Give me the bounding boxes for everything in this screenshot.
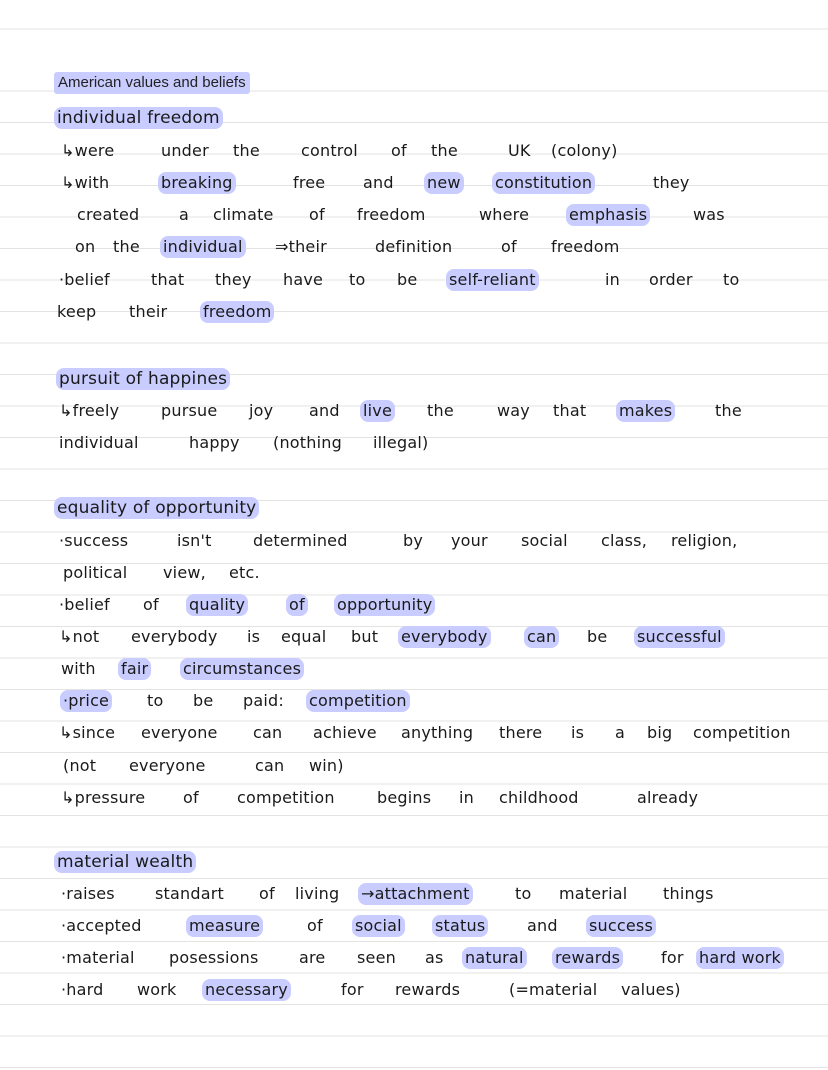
word: but bbox=[351, 627, 379, 646]
word: and bbox=[363, 173, 394, 192]
page-title: American values and beliefs bbox=[54, 72, 250, 94]
word: necessary bbox=[202, 979, 291, 1001]
word: ·belief bbox=[59, 270, 110, 289]
word: of bbox=[286, 594, 308, 616]
heading-line bbox=[0, 493, 828, 525]
word: to bbox=[515, 884, 532, 903]
word: ↳pressure bbox=[61, 788, 146, 807]
word: and bbox=[527, 916, 558, 935]
word: in bbox=[459, 788, 474, 807]
note-line bbox=[0, 526, 828, 558]
word: breaking bbox=[158, 172, 236, 194]
word: they bbox=[653, 173, 690, 192]
word: circumstances bbox=[180, 658, 304, 680]
note-line bbox=[0, 200, 828, 232]
note-line bbox=[0, 654, 828, 686]
note-line bbox=[0, 975, 828, 1007]
word: class, bbox=[601, 531, 648, 550]
word: ·success bbox=[59, 531, 129, 550]
word: of bbox=[391, 141, 407, 160]
word: joy bbox=[249, 401, 274, 420]
word: (nothing bbox=[273, 433, 342, 452]
word: competition bbox=[693, 723, 791, 742]
word: the bbox=[431, 141, 458, 160]
heading-line bbox=[0, 847, 828, 879]
word: be bbox=[587, 627, 608, 646]
word: living bbox=[295, 884, 340, 903]
note-line bbox=[0, 428, 828, 460]
word: individual bbox=[160, 236, 246, 258]
word: are bbox=[299, 948, 326, 967]
word: ·raises bbox=[61, 884, 115, 903]
word: pursue bbox=[161, 401, 218, 420]
word: under bbox=[161, 141, 209, 160]
word: everybody bbox=[131, 627, 218, 646]
word: etc. bbox=[229, 563, 260, 582]
word: fair bbox=[118, 658, 151, 680]
note-line bbox=[0, 751, 828, 783]
heading-line bbox=[0, 364, 828, 396]
word: their bbox=[129, 302, 168, 321]
word: (not bbox=[63, 756, 97, 775]
word: individual bbox=[59, 433, 139, 452]
section-heading: individual freedom bbox=[54, 107, 223, 129]
word: (=material bbox=[509, 980, 598, 999]
word: your bbox=[451, 531, 488, 550]
word: of bbox=[501, 237, 517, 256]
word: ↳freely bbox=[59, 401, 120, 420]
word: a bbox=[179, 205, 190, 224]
section-heading: material wealth bbox=[54, 851, 196, 873]
word: values) bbox=[621, 980, 681, 999]
word: everyone bbox=[141, 723, 218, 742]
word: on bbox=[75, 237, 96, 256]
word: as bbox=[425, 948, 444, 967]
note-line bbox=[0, 943, 828, 975]
word: hard work bbox=[696, 947, 784, 969]
note-line bbox=[0, 911, 828, 943]
word: material bbox=[559, 884, 628, 903]
word: social bbox=[521, 531, 568, 550]
word: freedom bbox=[357, 205, 426, 224]
word: happy bbox=[189, 433, 240, 452]
word: competition bbox=[237, 788, 335, 807]
word: everybody bbox=[398, 626, 491, 648]
word: anything bbox=[401, 723, 474, 742]
word: ↳were bbox=[61, 141, 115, 160]
word: control bbox=[301, 141, 358, 160]
word: self-reliant bbox=[446, 269, 539, 291]
word: isn't bbox=[177, 531, 212, 550]
word: can bbox=[253, 723, 283, 742]
word: of bbox=[143, 595, 159, 614]
word: standart bbox=[155, 884, 224, 903]
word: can bbox=[524, 626, 559, 648]
word: quality bbox=[186, 594, 248, 616]
note-line bbox=[0, 136, 828, 168]
word: social bbox=[352, 915, 405, 937]
word: by bbox=[403, 531, 424, 550]
word: the bbox=[233, 141, 260, 160]
word: ⇒their bbox=[275, 237, 327, 256]
word: successful bbox=[634, 626, 725, 648]
word: for bbox=[661, 948, 684, 967]
word: there bbox=[499, 723, 543, 742]
note-line bbox=[0, 232, 828, 264]
word: paid: bbox=[243, 691, 284, 710]
word: new bbox=[424, 172, 464, 194]
word: political bbox=[63, 563, 128, 582]
word: opportunity bbox=[334, 594, 435, 616]
word: live bbox=[360, 400, 395, 422]
word: determined bbox=[253, 531, 348, 550]
word: rewards bbox=[395, 980, 461, 999]
word: of bbox=[307, 916, 323, 935]
note-line bbox=[0, 265, 828, 297]
word: childhood bbox=[499, 788, 579, 807]
word: where bbox=[479, 205, 530, 224]
word: be bbox=[193, 691, 214, 710]
word: have bbox=[283, 270, 324, 289]
note-line bbox=[0, 783, 828, 815]
word: the bbox=[715, 401, 742, 420]
word: ·material bbox=[61, 948, 135, 967]
word: makes bbox=[616, 400, 675, 422]
word: big bbox=[647, 723, 673, 742]
note-line bbox=[0, 879, 828, 911]
word: to bbox=[723, 270, 740, 289]
word: they bbox=[215, 270, 252, 289]
word: UK bbox=[508, 141, 531, 160]
word: free bbox=[293, 173, 326, 192]
word: religion, bbox=[671, 531, 738, 550]
word: success bbox=[586, 915, 656, 937]
word: rewards bbox=[552, 947, 623, 969]
word: already bbox=[637, 788, 699, 807]
word: of bbox=[259, 884, 275, 903]
word: ↳since bbox=[59, 723, 116, 742]
word: order bbox=[649, 270, 693, 289]
word: equal bbox=[281, 627, 327, 646]
note-line bbox=[0, 622, 828, 654]
word: things bbox=[663, 884, 714, 903]
word: and bbox=[309, 401, 340, 420]
word: achieve bbox=[313, 723, 377, 742]
word: the bbox=[113, 237, 140, 256]
word: competition bbox=[306, 690, 410, 712]
word: the bbox=[427, 401, 454, 420]
word: status bbox=[432, 915, 488, 937]
word: created bbox=[77, 205, 140, 224]
word: in bbox=[605, 270, 620, 289]
note-line bbox=[0, 590, 828, 622]
word: was bbox=[693, 205, 725, 224]
word: ↳with bbox=[61, 173, 110, 192]
word: work bbox=[137, 980, 177, 999]
section-heading: equality of opportunity bbox=[54, 497, 259, 519]
note-line bbox=[0, 168, 828, 200]
word: view, bbox=[163, 563, 206, 582]
word: definition bbox=[375, 237, 453, 256]
word: ·accepted bbox=[61, 916, 142, 935]
note-line bbox=[0, 686, 828, 718]
word: of bbox=[183, 788, 199, 807]
word: that bbox=[553, 401, 587, 420]
word: climate bbox=[213, 205, 274, 224]
word: →attachment bbox=[358, 883, 473, 905]
section-heading: pursuit of happines bbox=[56, 368, 230, 390]
word: measure bbox=[186, 915, 263, 937]
word: ·hard bbox=[61, 980, 104, 999]
word: natural bbox=[462, 947, 527, 969]
word: (colony) bbox=[551, 141, 618, 160]
word: to bbox=[147, 691, 164, 710]
word: begins bbox=[377, 788, 432, 807]
word: posessions bbox=[169, 948, 259, 967]
word: emphasis bbox=[566, 204, 650, 226]
word: is bbox=[247, 627, 261, 646]
word: for bbox=[341, 980, 364, 999]
word: keep bbox=[57, 302, 97, 321]
word: ·belief bbox=[59, 595, 110, 614]
word: freedom bbox=[200, 301, 274, 323]
word: a bbox=[615, 723, 626, 742]
word: ·price bbox=[60, 690, 112, 712]
note-line bbox=[0, 558, 828, 590]
word: way bbox=[497, 401, 530, 420]
word: can bbox=[255, 756, 285, 775]
note-line bbox=[0, 718, 828, 750]
word: be bbox=[397, 270, 418, 289]
word: seen bbox=[357, 948, 396, 967]
note-line bbox=[0, 396, 828, 428]
word: of bbox=[309, 205, 325, 224]
word: with bbox=[61, 659, 96, 678]
word: to bbox=[349, 270, 366, 289]
word: that bbox=[151, 270, 185, 289]
word: win) bbox=[309, 756, 344, 775]
word: everyone bbox=[129, 756, 206, 775]
word: ↳not bbox=[59, 627, 100, 646]
word: constitution bbox=[492, 172, 595, 194]
heading-line bbox=[0, 103, 828, 135]
word: freedom bbox=[551, 237, 620, 256]
word: illegal) bbox=[373, 433, 429, 452]
word: is bbox=[571, 723, 585, 742]
note-line bbox=[0, 297, 828, 329]
